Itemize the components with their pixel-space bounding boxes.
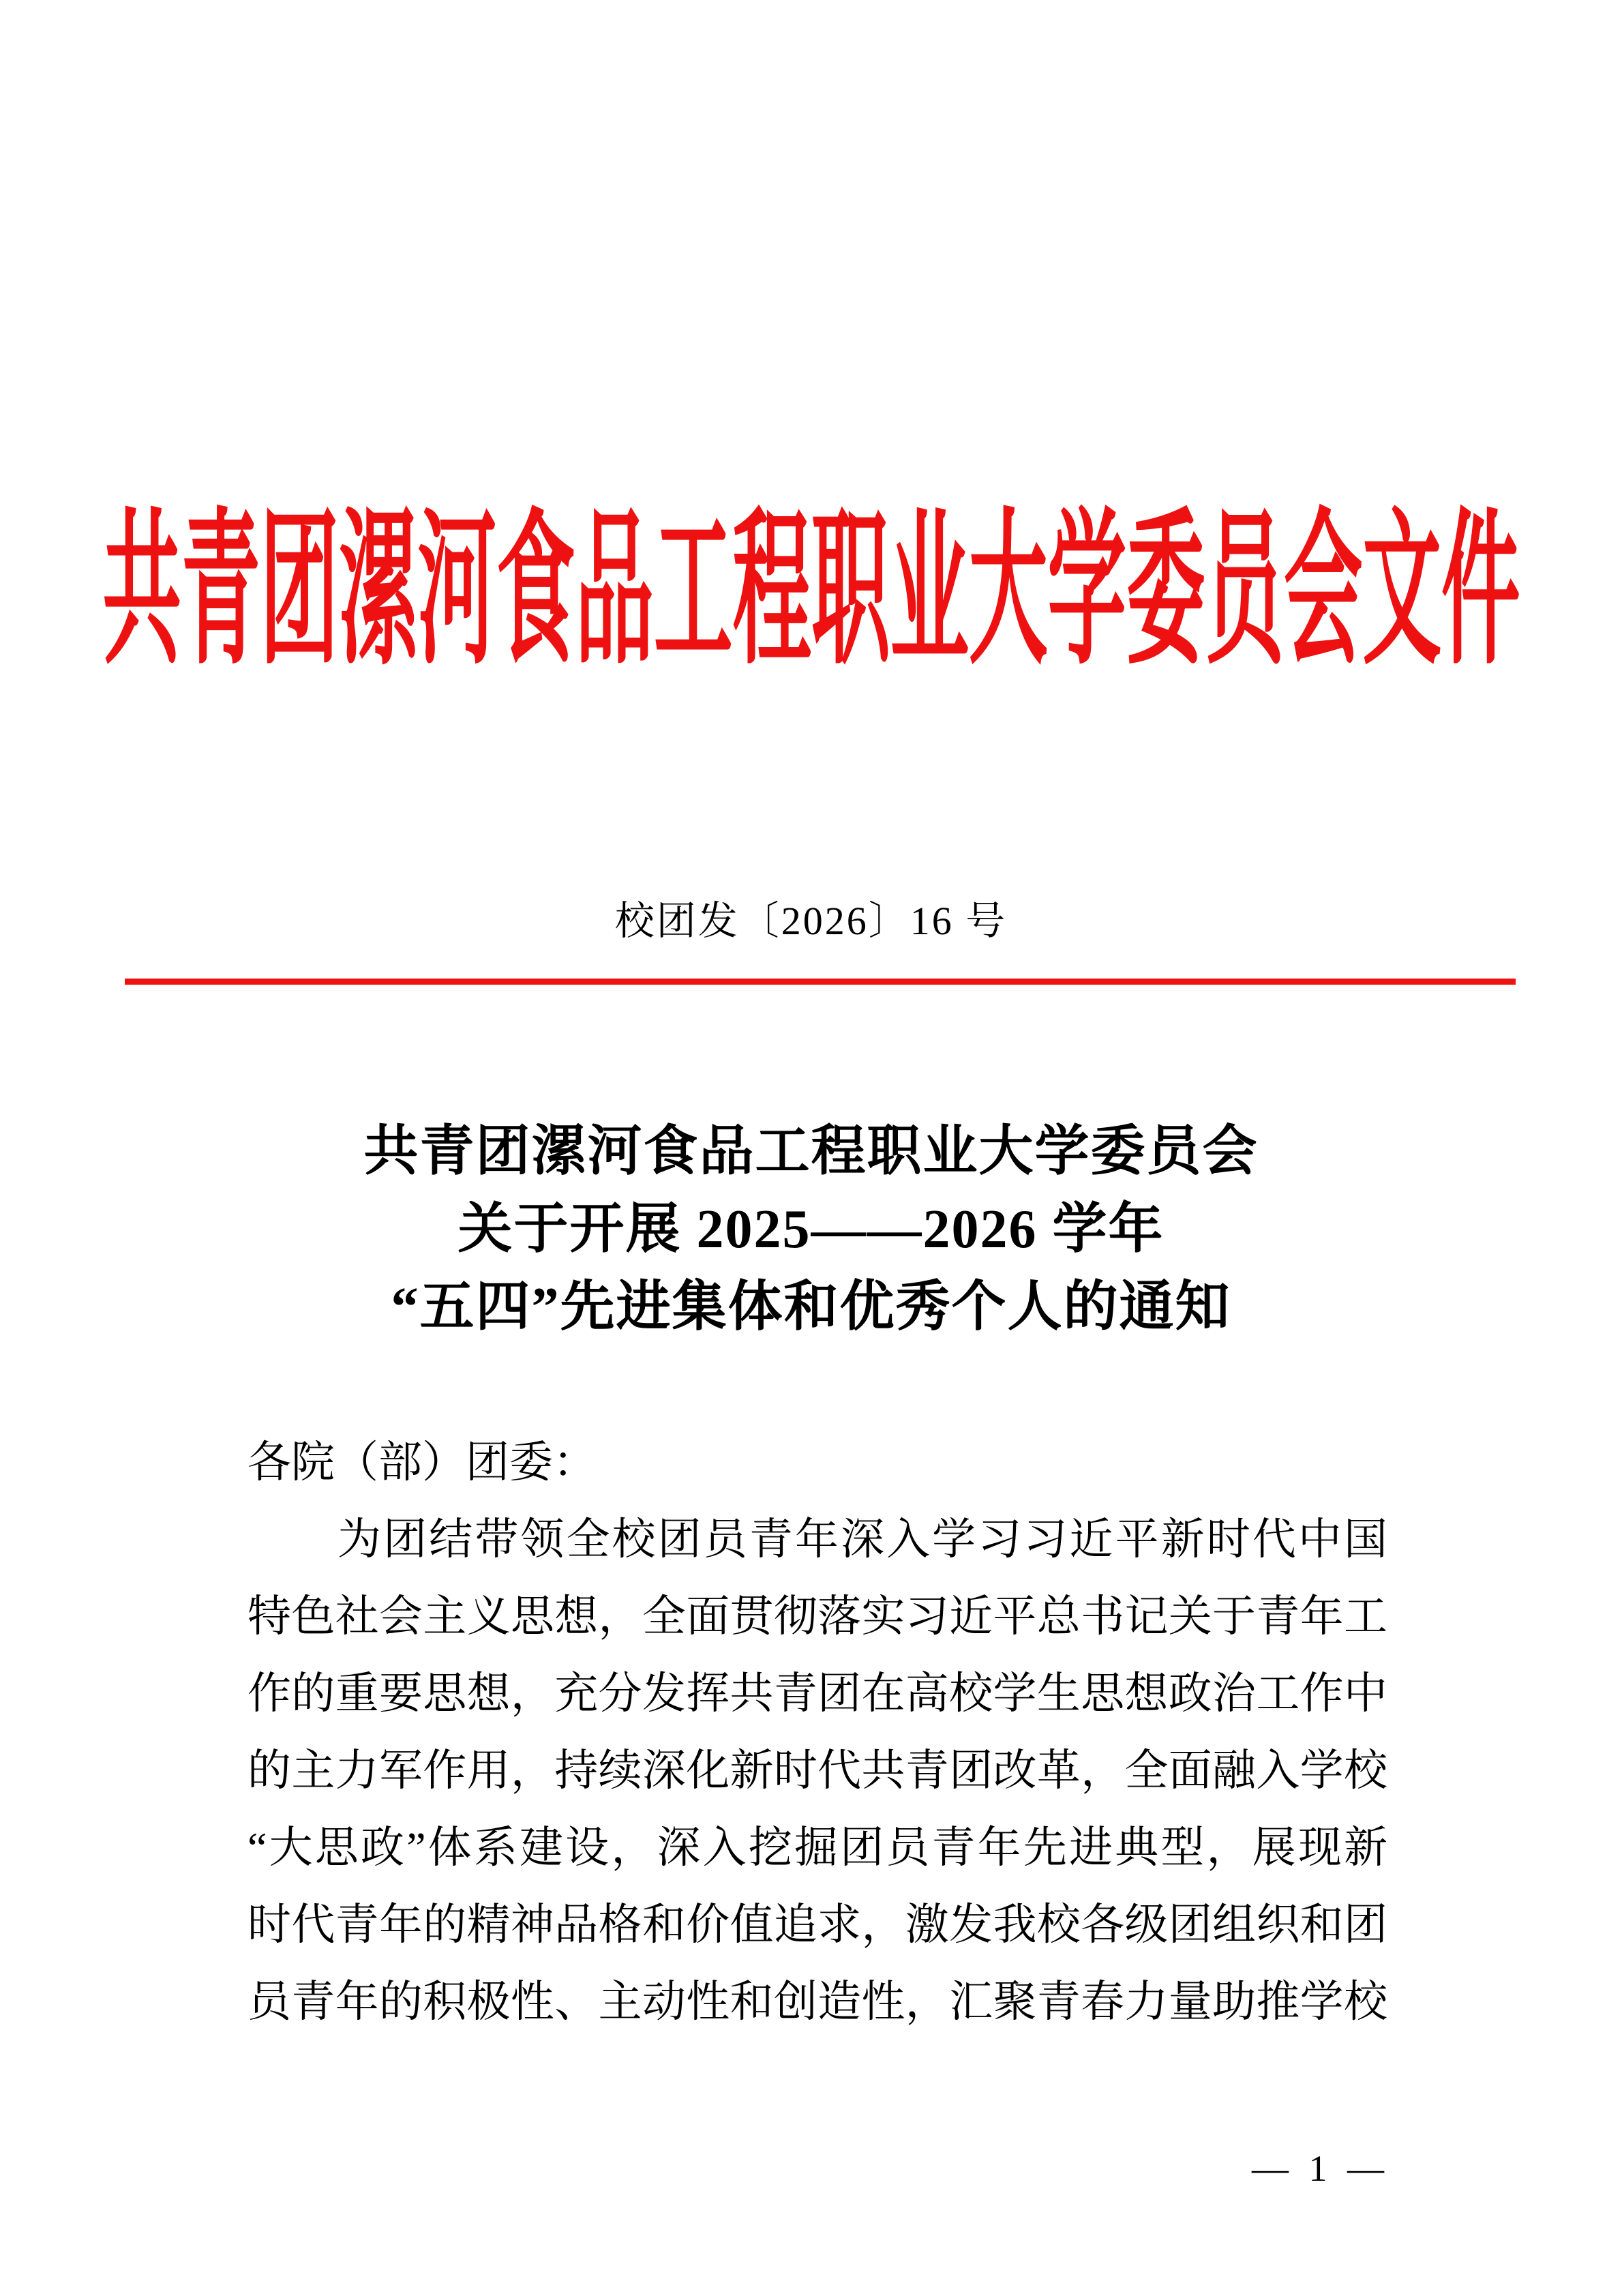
page-number: — 1 — bbox=[1252, 2148, 1390, 2189]
document-title bbox=[0, 1113, 1622, 1346]
paragraph-line: 特色社会主义思想，全面贯彻落实习近平总书记关于青年工 bbox=[247, 1592, 1387, 1641]
red-header-banner bbox=[0, 497, 1622, 685]
title-line-2: 关于开展 2025——2026 学年 bbox=[457, 1199, 1165, 1259]
document-body bbox=[247, 1424, 1387, 2040]
paragraph-line: 为团结带领全校团员青年深入学习习近平新时代中国 bbox=[337, 1515, 1387, 1564]
paragraph-line: 的主力军作用，持续深化新时代共青团改革，全面融入学校 bbox=[247, 1746, 1387, 1795]
paragraph-line: 作的重要思想，充分发挥共青团在高校学生思想政治工作中 bbox=[247, 1669, 1387, 1718]
paragraph-line: 时代青年的精神品格和价值追求，激发我校各级团组织和团 bbox=[247, 1900, 1387, 1949]
document-issue-number: 校团发〔2026〕16 号 bbox=[614, 899, 1008, 943]
red-separator-line bbox=[125, 979, 1516, 985]
title-line-3: “五四”先进集体和优秀个人的通知 bbox=[391, 1277, 1231, 1337]
paragraph-line: “大思政”体系建设，深入挖掘团员青年先进典型，展现新 bbox=[247, 1823, 1387, 1872]
banner-title-text: 共青团漯河食品工程职业大学委员会文件 bbox=[102, 497, 1520, 685]
salutation-line: 各院（部）团委： bbox=[247, 1438, 597, 1487]
title-line-1: 共青团漯河食品工程职业大学委员会 bbox=[363, 1122, 1259, 1182]
paragraph-line: 员青年的积极性、主动性和创造性，汇聚青春力量助推学校 bbox=[247, 1978, 1387, 2026]
